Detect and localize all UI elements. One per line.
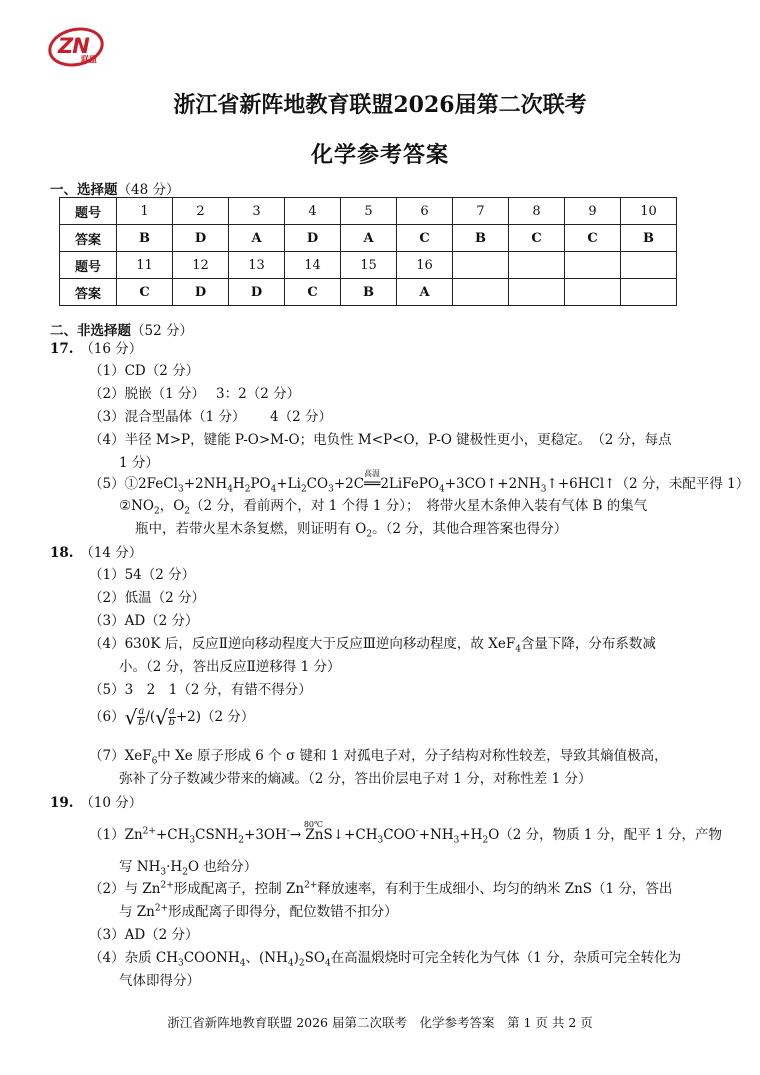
table-cell — [565, 252, 621, 279]
table-row — [60, 252, 677, 279]
q19-part-4: （4）杂质 $CH_3COONH_4$、$(NH_4)_2SO_4$在高温煅烧时可完全转化为气体（1 分，杂质可完全转化为 — [89, 950, 682, 969]
table-cell — [509, 252, 565, 279]
logo — [48, 26, 106, 70]
table-cell: 5 — [341, 198, 397, 225]
section-points: （48 分） — [117, 182, 180, 198]
table-cell: B — [621, 225, 677, 252]
table-cell: 7 — [453, 198, 509, 225]
table-cell: 11 — [117, 252, 173, 279]
table-cell: 题号 — [60, 252, 117, 279]
table-cell: 2 — [173, 198, 229, 225]
table-cell — [453, 252, 509, 279]
section-choice-heading — [50, 178, 179, 198]
section-label: 二、非选择题 — [50, 323, 131, 339]
table-cell — [621, 252, 677, 279]
q18-part-1: （1）54（2 分） — [89, 567, 196, 583]
q17-part-5-gas: $②NO_2$，$O_2(2$ 分，看前两个，对 1 个得 1 分）； 将带火星木条伸入装有气体 B 的集气 — [119, 498, 648, 517]
reaction-condition: 高温 — [364, 469, 381, 478]
table-cell: 15 — [341, 252, 397, 279]
document-title: 浙江省新阵地教育联盟2026届第二次联考 — [173, 92, 587, 118]
logo-tag: 联盟 — [81, 55, 97, 64]
table-cell — [453, 279, 509, 306]
logo-text: ZN — [58, 34, 89, 58]
table-cell: 16 — [397, 252, 453, 279]
table-cell: B — [453, 225, 509, 252]
q17-part-2: （2）脱嵌（1 分） 3：2（2 分） — [89, 386, 301, 402]
q18-part-4: （4）630K 后，反应Ⅱ逆向移动程度大于反应Ⅲ逆向移动程度，故 XeF$_4$含量下降，分布系数减 — [89, 636, 656, 655]
q18-part-3: （3）AD（2 分） — [89, 613, 199, 629]
table-cell: A — [341, 225, 397, 252]
table-cell: 4 — [285, 198, 341, 225]
q19-part-2: （2）与 $Zn^{2+}$形成配离子，控制 $Zn^{2+}$释放速率，有利于生成细小、均匀的纳米 ZnS（1 分，答出 — [89, 880, 673, 897]
question-18-heading: 18. （14 分） — [50, 545, 143, 561]
document-subtitle: 化学参考答案 — [310, 142, 449, 168]
page-footer: 浙江省新阵地教育联盟 2026 届第二次联考 化学参考答案 第 1 页 共 2 页 — [167, 1015, 593, 1030]
table-cell: D — [229, 279, 285, 306]
q18-part-7-cont: 弥补了分子数减少带来的熵减。（2 分，答出价层电子对 1 分，对称性差 1 分） — [119, 771, 592, 787]
q19-part-3: （3）AD（2 分） — [89, 927, 199, 943]
table-cell: A — [229, 225, 285, 252]
table-cell: 6 — [397, 198, 453, 225]
table-row — [60, 225, 677, 252]
table-cell — [509, 279, 565, 306]
q19-part-1-cont: 写 $NH_3\cdot H_2O$ 也给分） — [119, 859, 258, 878]
table-cell: D — [173, 279, 229, 306]
table-cell: 3 — [229, 198, 285, 225]
table-cell: C — [565, 225, 621, 252]
table-cell: 答案 — [60, 225, 117, 252]
table-cell: 9 — [565, 198, 621, 225]
q17-part-5-equation: $(5)①2FeCl_3+2NH_4H_2PO_4+Li_2CO_3+2C$ 高温 $══2LiFePO_4+3CO↑+2NH_3↑+6HCl↑(2$ 分，未配平得 1） — [89, 469, 750, 495]
q18-part-5: （5）3 2 1（2 分，有错不得分） — [89, 682, 312, 698]
table-row — [60, 279, 677, 306]
q17-part-1: （1）CD（2 分） — [89, 363, 200, 379]
q18-part-6: （6）√ $\frac{a}{b}$ /(√ $\frac{a}{b}$ +2)（2 分） — [89, 705, 255, 730]
q19-part-2-cont: 与 $Zn^{2+}$形成配离子即得分，配位数错不扣分） — [119, 903, 398, 920]
q17-part-4: （4）半径 M>P，键能 P-O>M-O；电负性 M<P<O，P-O 键极性更小，更稳定。 （2 分，每点 — [89, 432, 672, 448]
table-cell: C — [509, 225, 565, 252]
q18-part-2: （2）低温（2 分） — [89, 590, 205, 606]
section-open-heading — [50, 319, 193, 339]
q17-part-5-cont: 瓶中，若带火星木条复燃，则证明有 $O_2$。（2 分，其他合理答案也得分） — [135, 521, 568, 540]
answer-table — [59, 197, 677, 306]
q17-part-3: （3）混合型晶体（1 分） 4（2 分） — [89, 409, 332, 425]
section-points: （52 分） — [131, 323, 193, 339]
section-label: 一、选择题 — [50, 182, 118, 198]
table-cell: 题号 — [60, 198, 117, 225]
table-cell — [565, 279, 621, 306]
table-cell: 10 — [621, 198, 677, 225]
reaction-condition: 80℃ — [303, 820, 323, 829]
table-cell — [621, 279, 677, 306]
q18-part-7: （7）XeF$_6$中 Xe 原子形成 6 个 σ 键和 1 对孤电子对，分子结构对称性较差，导致其熵值极高， — [89, 748, 668, 767]
table-cell: D — [285, 225, 341, 252]
q19-part-4-cont: 气体即得分） — [119, 973, 200, 989]
q17-part-4-cont: 1 分） — [119, 455, 159, 471]
table-cell: 14 — [285, 252, 341, 279]
question-17-heading: 17. （16 分） — [50, 341, 143, 357]
table-cell: C — [397, 225, 453, 252]
table-cell: 12 — [173, 252, 229, 279]
table-cell: 答案 — [60, 279, 117, 306]
table-cell: 13 — [229, 252, 285, 279]
q18-part-4-cont: 小。（2 分，答出反应Ⅱ逆移得 1 分） — [119, 659, 341, 675]
table-row — [60, 198, 677, 225]
table-cell: 1 — [117, 198, 173, 225]
table-cell: D — [173, 225, 229, 252]
table-cell: B — [117, 225, 173, 252]
table-cell: C — [117, 279, 173, 306]
table-cell: B — [341, 279, 397, 306]
table-cell: C — [285, 279, 341, 306]
q19-part-1: $(1)Zn^{2+}+CH_3CSNH_2+3OH^-$ 80℃ → $ZnS↓+CH_3COO^-+NH_3+H_2O(2$ 分，物质 1 分，配平 1 分，产物 — [89, 820, 722, 846]
question-19-heading: 19. （10 分） — [50, 795, 143, 811]
table-cell: 8 — [509, 198, 565, 225]
table-cell: A — [397, 279, 453, 306]
